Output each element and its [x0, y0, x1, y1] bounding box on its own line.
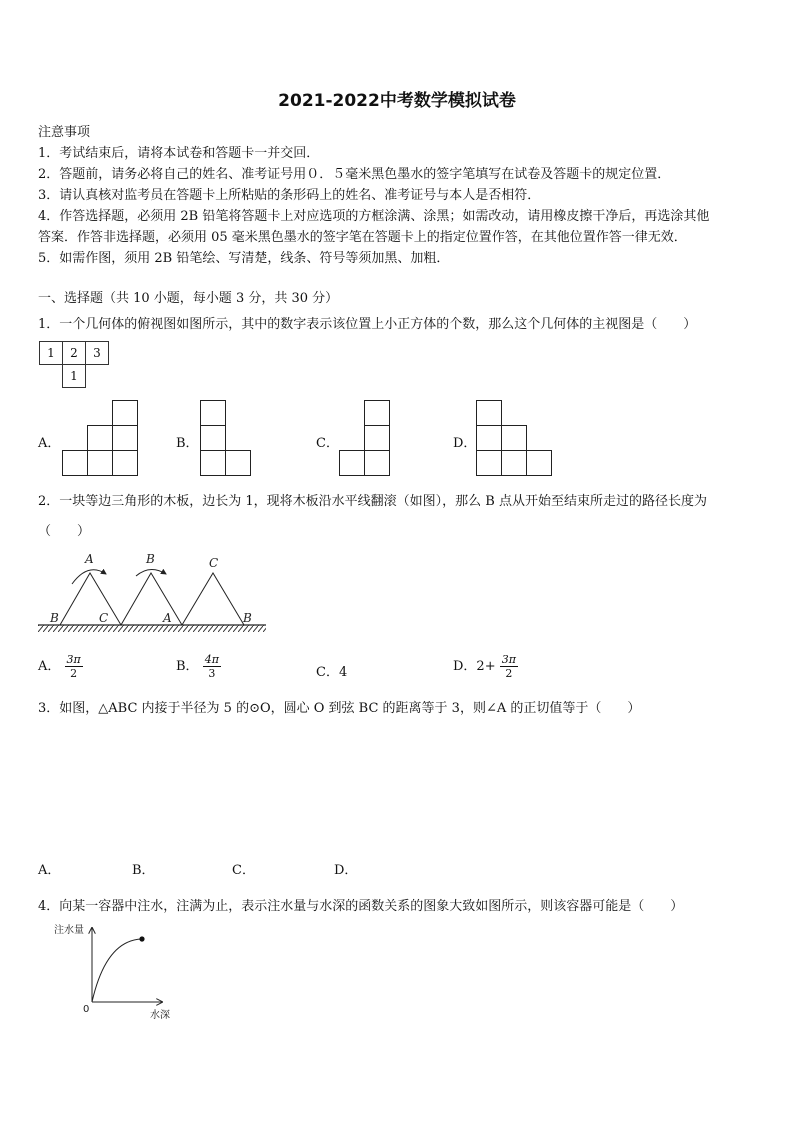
fraction-numerator: 3π	[501, 653, 516, 666]
grid-cell: 3	[86, 342, 109, 365]
q1-option-b-figure	[200, 400, 251, 476]
question-2-text-line1: 2．一块等边三角形的木板，边长为 1，现将木板沿水平线翻滚（如图），那么 B 点从开始至结束所走过的路径长度为	[38, 494, 707, 509]
fraction-denominator: 2	[505, 667, 513, 680]
q2-option-c: C．4	[316, 665, 348, 680]
q2-option-a-label: A．	[38, 659, 61, 674]
grid-cell: 1	[63, 365, 86, 388]
fraction-numerator: 4π	[204, 653, 219, 666]
label-a: A	[85, 552, 94, 566]
notice-item-4: 4．作答选择题，必须用 2B 铅笔将答题卡上对应选项的方框涂满、涂黑；如需改动，请用橡皮擦干净后，再选涂其他	[38, 209, 710, 224]
end-point	[139, 936, 144, 941]
label-b2: B	[146, 552, 155, 566]
x-axis-label: 水深	[150, 1010, 170, 1021]
q1-option-d-figure	[476, 400, 552, 476]
notice-item-1: 1．考试结束后，请将本试卷和答题卡一并交回．	[38, 146, 320, 161]
notice-item-2: 2．答题前，请务必将自己的姓名、准考证号用０．５毫米黑色墨水的签字笔填写在试卷及答题卡的规定位置．	[38, 167, 671, 182]
q2-option-d-label: D．2+	[453, 659, 496, 674]
top-view-grid	[39, 341, 109, 388]
fraction-denominator: 3	[208, 667, 216, 680]
notice-item-3: 3．请认真核对监考员在答题卡上所粘贴的条形码上的姓名、准考证号与本人是否相符．	[38, 188, 541, 203]
label-c2: C	[209, 556, 219, 570]
fraction	[500, 653, 518, 680]
grid-cell: 2	[63, 342, 86, 365]
q1-option-a-label: A．	[38, 436, 61, 451]
label-c: C	[99, 611, 109, 625]
question-1-text: 1．一个几何体的俯视图如图所示，其中的数字表示该位置上小正方体的个数，那么这个几何体的主视图是（ ）	[38, 317, 697, 332]
q1-option-a-figure	[62, 400, 138, 476]
grid-cell-empty	[40, 365, 63, 388]
notice-item-4-cont: 答案．作答非选择题，必须用 05 毫米黑色墨水的签字笔在答题卡上的指定位置作答，在其他位置作答一律无效．	[38, 230, 687, 245]
fraction-numerator: 3π	[66, 653, 81, 666]
grid-cell-empty	[86, 365, 109, 388]
fraction	[65, 653, 83, 680]
q3-option-a: A．	[38, 863, 61, 878]
question-2-text-line2: （ ）	[38, 524, 91, 539]
fraction	[203, 653, 221, 680]
q2-option-b-label: B．	[176, 659, 199, 674]
q3-option-c: C．	[232, 863, 255, 878]
curve	[92, 939, 142, 1002]
label-a2: A	[163, 611, 172, 625]
notice-heading: 注意事项	[38, 125, 91, 140]
question-3-text: 3．如图，△ABC 内接于半径为 5 的⊙O，圆心 O 到弦 BC 的距离等于 3，则∠A 的正切值等于（ ）	[38, 701, 641, 716]
q1-option-b-label: B．	[176, 436, 199, 451]
q4-function-graph	[50, 920, 180, 1025]
label-b: B	[50, 611, 59, 625]
notice-item-5: 5．如需作图，须用 2B 铅笔绘、写清楚，线条、符号等须加黑、加粗．	[38, 251, 450, 266]
q1-option-d-label: D．	[453, 436, 477, 451]
q2-option-d	[453, 653, 518, 680]
origin-label: 0	[83, 1004, 90, 1015]
grid-cell: 1	[40, 342, 63, 365]
label-b3: B	[243, 611, 252, 625]
page-title: 2021-2022中考数学模拟试卷	[278, 91, 516, 111]
section-heading: 一、选择题（共 10 小题，每小题 3 分，共 30 分）	[38, 291, 339, 306]
y-axis-label: 注水量	[54, 925, 84, 936]
q1-option-c-figure	[339, 400, 390, 476]
q2-option-a	[38, 653, 83, 680]
q1-option-c-label: C．	[316, 436, 339, 451]
q3-option-d: D．	[334, 863, 358, 878]
q2-option-b	[176, 653, 221, 680]
question-4-text: 4．向某一容器中注水，注满为止，表示注水量与水深的函数关系的图象大致如图所示，则该容器可能是（ ）	[38, 899, 684, 914]
q3-option-b: B．	[132, 863, 155, 878]
rolling-triangle-diagram	[38, 548, 268, 638]
fraction-denominator: 2	[70, 667, 78, 680]
